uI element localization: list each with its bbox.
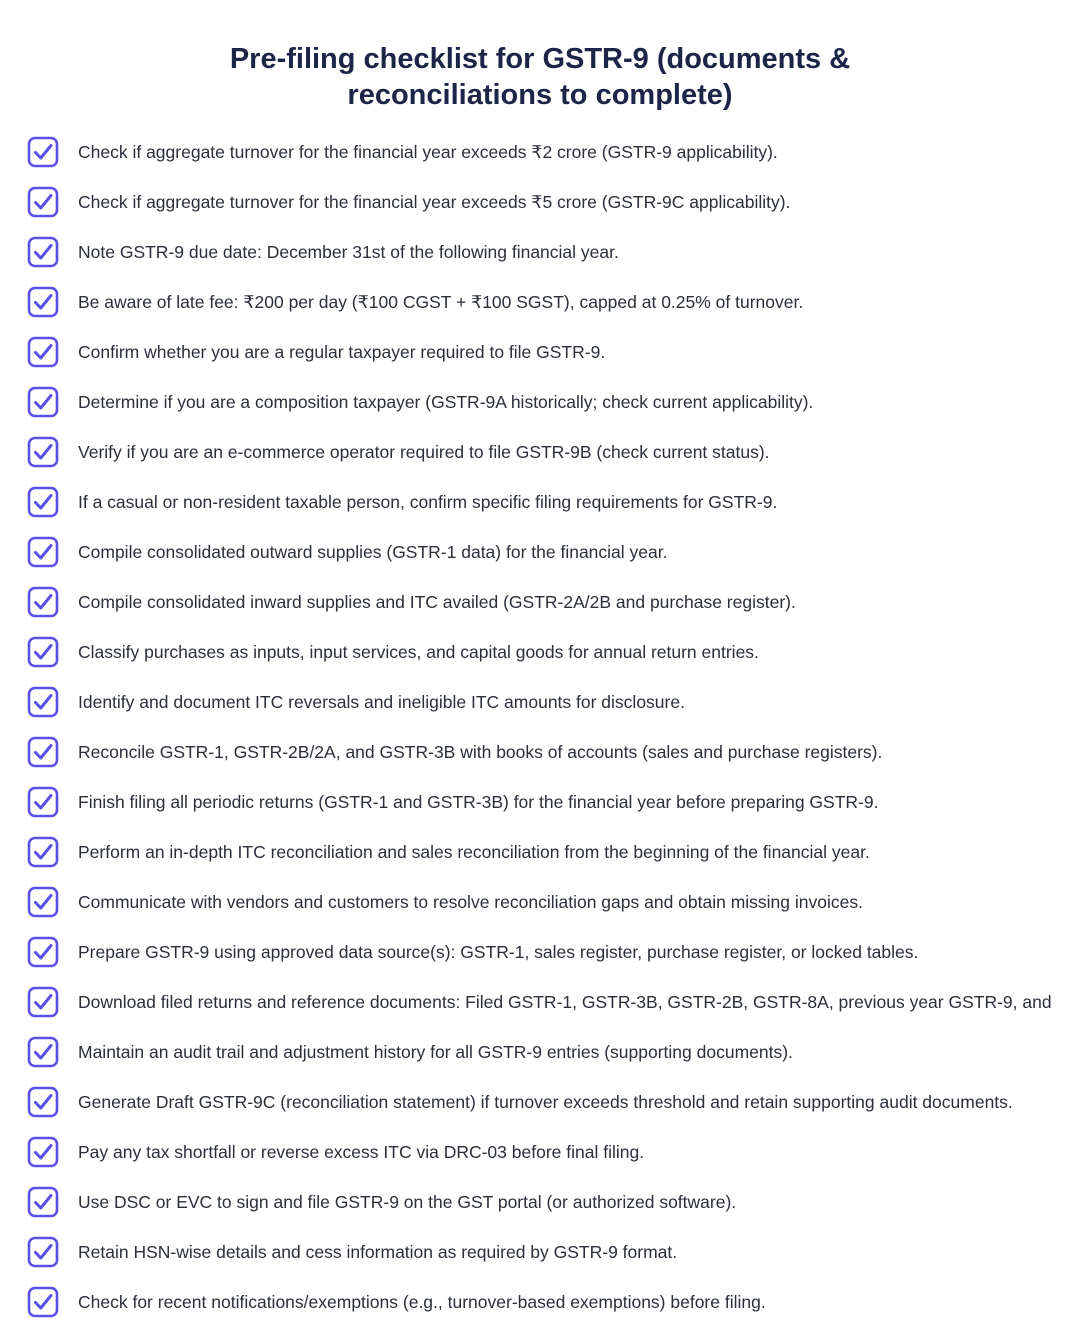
checklist-item — [0, 277, 1080, 327]
checklist-item — [0, 227, 1080, 277]
checklist-item — [0, 1177, 1080, 1227]
checklist-item — [0, 177, 1080, 227]
checkbox-checked-icon[interactable] — [27, 1186, 59, 1218]
checkbox-checked-icon[interactable] — [27, 786, 59, 818]
checkbox-checked-icon[interactable] — [27, 586, 59, 618]
checklist-item-label: Finish filing all periodic returns (GSTR-1 and GSTR-3B) for the financial year before preparing GSTR-9. — [78, 792, 879, 812]
checklist-item-label: Note GSTR-9 due date: December 31st of the following financial year. — [78, 242, 619, 262]
checklist-item-label: Check for recent notifications/exemptions (e.g., turnover-based exemptions) before filing. — [78, 1292, 766, 1312]
checkbox-checked-icon[interactable] — [27, 536, 59, 568]
checklist-item-label: Pay any tax shortfall or reverse excess ITC via DRC-03 before final filing. — [78, 1142, 645, 1162]
checklist-item — [0, 1127, 1080, 1177]
checkbox-checked-icon[interactable] — [27, 236, 59, 268]
checklist-item-label: Compile consolidated inward supplies and ITC availed (GSTR-2A/2B and purchase register). — [78, 592, 796, 612]
checklist-item-label: Generate Draft GSTR-9C (reconciliation statement) if turnover exceeds threshold and retain supporting audit documents. — [78, 1092, 1013, 1112]
checkbox-checked-icon[interactable] — [27, 1036, 59, 1068]
checklist-item-label: Use DSC or EVC to sign and file GSTR-9 on the GST portal (or authorized software). — [78, 1192, 737, 1212]
checkbox-checked-icon[interactable] — [27, 186, 59, 218]
checklist-item-label: Download filed returns and reference documents: Filed GSTR-1, GSTR-3B, GSTR-2B, GSTR-8A, previous year GSTR-9, and — [78, 992, 1052, 1012]
checklist-item — [0, 677, 1080, 727]
checkbox-checked-icon[interactable] — [27, 1136, 59, 1168]
checklist-item-label: Check if aggregate turnover for the financial year exceeds ₹2 crore (GSTR-9 applicability). — [78, 142, 778, 162]
checklist-item-label: Prepare GSTR-9 using approved data source(s): GSTR-1, sales register, purchase register, or locked tables. — [78, 942, 919, 962]
checklist-item-label: Classify purchases as inputs, input services, and capital goods for annual return entries. — [78, 642, 759, 662]
page-title-line-1: Pre-filing checklist for GSTR-9 (documents & — [229, 43, 851, 76]
checklist-item — [0, 927, 1080, 977]
checklist-item — [0, 827, 1080, 877]
checklist-item — [0, 627, 1080, 677]
checkbox-checked-icon[interactable] — [27, 686, 59, 718]
checklist-item-label: Be aware of late fee: ₹200 per day (₹100 CGST + ₹100 SGST), capped at 0.25% of turnover. — [78, 292, 804, 312]
checkbox-checked-icon[interactable] — [27, 836, 59, 868]
checklist-item-label: Retain HSN-wise details and cess information as required by GSTR-9 format. — [78, 1242, 678, 1262]
checklist-item — [0, 327, 1080, 377]
checkbox-checked-icon[interactable] — [27, 286, 59, 318]
page-title-line-2: reconciliations to complete) — [347, 79, 733, 112]
checklist-item — [0, 1227, 1080, 1277]
checkbox-checked-icon[interactable] — [27, 936, 59, 968]
checklist-item — [0, 127, 1080, 177]
checklist-item — [0, 427, 1080, 477]
checkbox-checked-icon[interactable] — [27, 336, 59, 368]
checklist-item — [0, 1027, 1080, 1077]
checkbox-checked-icon[interactable] — [27, 636, 59, 668]
checklist-item — [0, 877, 1080, 927]
checklist-item — [0, 977, 1080, 1027]
checklist-item-label: Confirm whether you are a regular taxpayer required to file GSTR-9. — [78, 342, 606, 362]
checklist-item-label: Reconcile GSTR-1, GSTR-2B/2A, and GSTR-3B with books of accounts (sales and purchase registers). — [78, 742, 883, 762]
checklist-item — [0, 777, 1080, 827]
checklist — [0, 127, 1080, 1327]
checklist-item-label: Communicate with vendors and customers to resolve reconciliation gaps and obtain missing invoices. — [78, 892, 863, 912]
checklist-item — [0, 527, 1080, 577]
checklist-item — [0, 1077, 1080, 1127]
page-title — [0, 41, 1080, 113]
checklist-item-label: Verify if you are an e-commerce operator required to file GSTR-9B (check current status). — [78, 442, 770, 462]
checkbox-checked-icon[interactable] — [27, 386, 59, 418]
checklist-item-label: Determine if you are a composition taxpayer (GSTR-9A historically; check current applicability). — [78, 392, 814, 412]
checkbox-checked-icon[interactable] — [27, 1286, 59, 1318]
checklist-item — [0, 477, 1080, 527]
checklist-item-label: If a casual or non-resident taxable person, confirm specific filing requirements for GSTR-9. — [78, 492, 778, 512]
checklist-item — [0, 577, 1080, 627]
checkbox-checked-icon[interactable] — [27, 736, 59, 768]
checkbox-checked-icon[interactable] — [27, 1236, 59, 1268]
checklist-item — [0, 1277, 1080, 1327]
checklist-item — [0, 377, 1080, 427]
checkbox-checked-icon[interactable] — [27, 486, 59, 518]
checklist-item — [0, 727, 1080, 777]
checkbox-checked-icon[interactable] — [27, 986, 59, 1018]
checkbox-checked-icon[interactable] — [27, 1086, 59, 1118]
checkbox-checked-icon[interactable] — [27, 436, 59, 468]
checklist-item-label: Perform an in-depth ITC reconciliation and sales reconciliation from the beginning of the financial year. — [78, 842, 870, 862]
checkbox-checked-icon[interactable] — [27, 136, 59, 168]
checklist-item-label: Check if aggregate turnover for the financial year exceeds ₹5 crore (GSTR-9C applicability). — [78, 192, 791, 212]
checkbox-checked-icon[interactable] — [27, 886, 59, 918]
checklist-item-label: Maintain an audit trail and adjustment history for all GSTR-9 entries (supporting documents). — [78, 1042, 793, 1062]
checklist-item-label: Identify and document ITC reversals and ineligible ITC amounts for disclosure. — [78, 692, 685, 712]
checklist-item-label: Compile consolidated outward supplies (GSTR-1 data) for the financial year. — [78, 542, 668, 562]
